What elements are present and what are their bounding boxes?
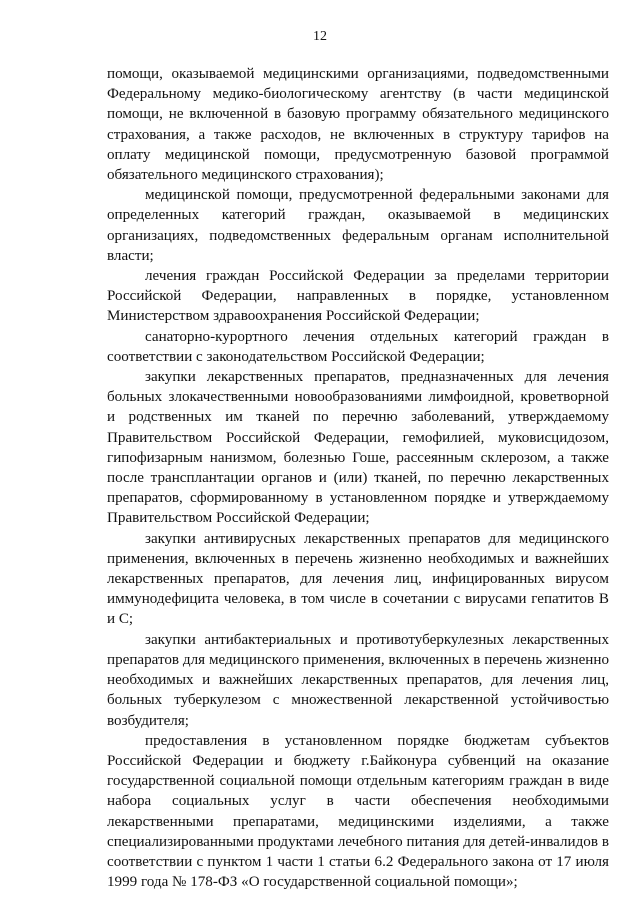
paragraph: закупки антивирусных лекарственных препаратов для медицинского применения, включенных в перечень жизненно необходимых и важнейших лекарственных препаратов, для лечения лиц, инфицированных вирусом иммунодефицита человека, в том числе в сочетании с вирусами гепатитов В и С; xyxy=(107,530,609,628)
paragraph: санаторно-курортного лечения отдельных категорий граждан в соответствии с законодательством Российской Федерации; xyxy=(107,328,609,365)
paragraph: медицинской помощи, предусмотренной федеральными законами для определенных категорий граждан, оказываемой в медицинских организациях, подведомственных федеральным органам исполнительной власти; xyxy=(107,187,609,264)
paragraph: закупки антибактериальных и противотуберкулезных лекарственных препаратов для медицинского применения, включенных в перечень жизненно необходимых и важнейших лекарственных препаратов, для лечения лиц, больных туберкулезом с множественной лекарственной устойчивостью возбудителя; xyxy=(107,631,609,729)
paragraph-continued: помощи, оказываемой медицинскими организациями, подведомственными Федеральному медико-биологическому агентству (в части медицинской помощи, не включенной в базовую программу обязательного медицинского страхования, а также расходов, не включенных в структуру тарифов на оплату медицинской помощи, предусмотренную базовой программой обязательного медицинского страхования); xyxy=(107,66,609,184)
paragraph: лечения граждан Российской Федерации за пределами территории Российской Федерации, направленных в порядке, установленном Министерством здравоохранения Российской Федерации; xyxy=(107,268,609,325)
document-body xyxy=(107,64,609,892)
page-number: 12 xyxy=(313,29,327,44)
paragraph: предоставления в установленном порядке бюджетам субъектов Российской Федерации и бюджету г.Байконура субвенций на оказание государственной социальной помощи отдельным категориям граждан в виде набора социальных услуг в части обеспечения необходимыми лекарственными препаратами, медицинскими изделиями, а также специализированными продуктами лечебного питания для детей-инвалидов в соответствии с пунктом 1 части 1 статьи 6.2 Федерального закона от 17 июля 1999 года № 178-ФЗ «О государственной социальной помощи»; xyxy=(107,732,609,891)
paragraph: закупки лекарственных препаратов, предназначенных для лечения больных злокачественными новообразованиями лимфоидной, кроветворной и родственных им тканей по перечню заболеваний, утверждаемому Правительством Российской Федерации, гемофилией, муковисцидозом, гипофизарным нанизмом, болезнью Гоше, рассеянным склерозом, а также после трансплантации органов и (или) тканей, по перечню лекарственных препаратов, сформированному в установленном порядке и утверждаемому Правительством Российской Федерации; xyxy=(107,369,609,527)
